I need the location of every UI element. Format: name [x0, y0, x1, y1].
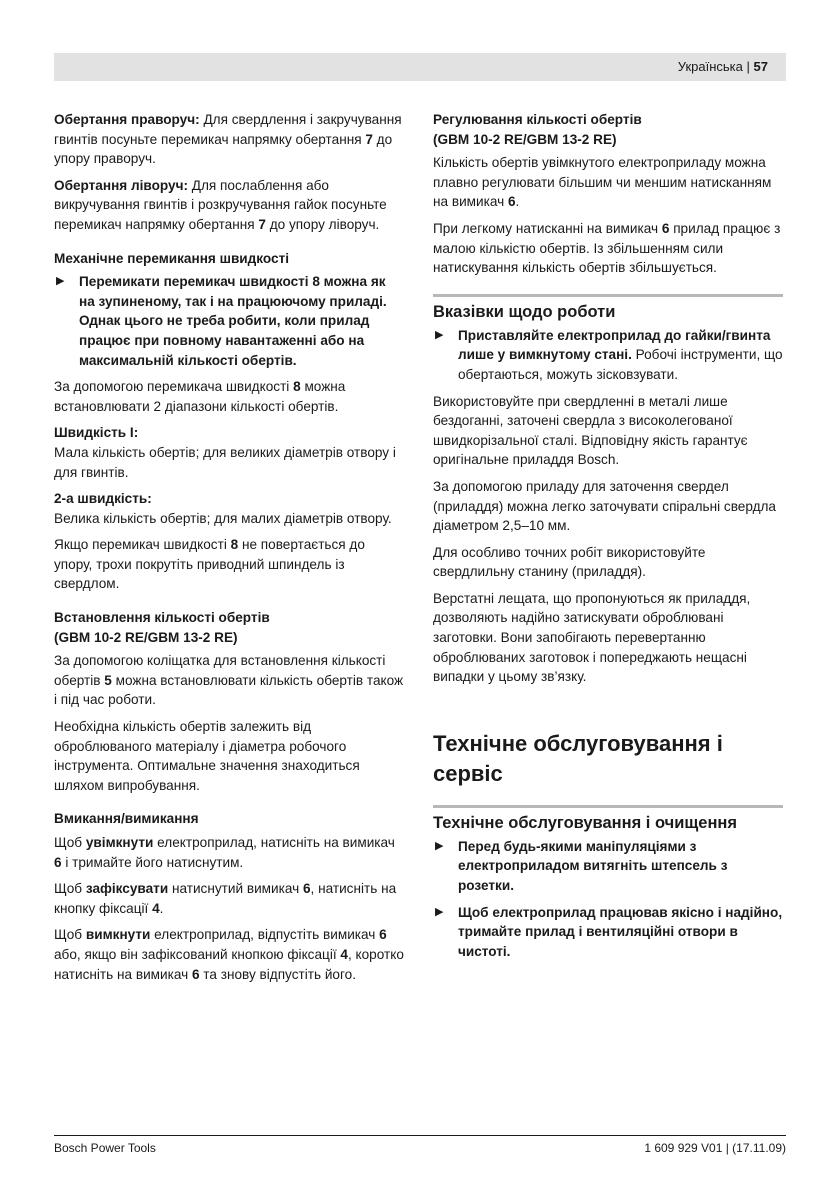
text: За допомогою перемикача швидкості — [54, 379, 294, 395]
text: електроприлад, натисніть на вимикач — [153, 835, 395, 850]
speed-2-heading: 2-а швидкість: — [54, 491, 152, 507]
ref-number: 8 — [230, 537, 239, 553]
right-column — [433, 110, 783, 968]
footer-rule — [54, 1135, 786, 1136]
paragraph-sharpening: За допомогою приладу для заточення свердел (приладдя) можна легко заточувати спіральні свердла діаметром 2,5–10 мм. — [433, 478, 776, 534]
speed-1-heading: Швидкість I: — [54, 425, 139, 441]
bullet-text: Робочі інструменти, що обертаються, можуть зісковзувати. — [458, 347, 783, 382]
paragraph-set-speed-wheel — [54, 651, 404, 710]
section-working-advice — [433, 294, 783, 687]
paragraph-vise: Верстатні лещата, що пропонуються як приладдя, дозволяють надійно затискувати оброблювані заготовки. Вони запобігають перевертанню оброблюваних заготовок і попереджають нещасні випадки у цьому зв’язку. — [433, 590, 751, 685]
paragraph-light-press — [433, 219, 783, 278]
emphasis: увімкнути — [85, 835, 154, 850]
paragraph-speed-regulation — [433, 153, 783, 212]
text: , натисніть на кнопку фіксації — [54, 881, 397, 916]
bullet-triangle-icon: ▶ — [56, 275, 65, 288]
bullet-mechanical-switch — [54, 272, 404, 370]
paragraph-switch-stuck — [54, 535, 404, 594]
text: При легкому натисканні на вимикач — [433, 220, 662, 236]
text: . — [515, 194, 520, 210]
text: Для послаблення або викручування гвинтів і розкручування гайок посуньте перемикач напрямку обертання — [54, 177, 387, 232]
page-header — [54, 53, 786, 81]
footer-doc-number: 1 609 929 V01 | (17.11.09) — [644, 1141, 786, 1155]
emphasis: вимкнути — [85, 927, 151, 943]
subheading-line: Регулювання кількості обертів — [433, 112, 642, 127]
paragraph-speed-ranges — [54, 377, 404, 416]
text: , коротко натисніть на вимикач — [54, 946, 404, 982]
text: натиснутий вимикач — [168, 881, 303, 897]
paragraph-rotation-right — [54, 110, 404, 169]
ref-number: 6 — [379, 927, 387, 943]
paragraph-switch-off — [54, 925, 404, 984]
header-language: Українська — [677, 59, 743, 74]
ref-number: 5 — [104, 672, 112, 688]
bullet-triangle-icon: ▶ — [435, 328, 444, 341]
text: і тримайте його натиснутим. — [61, 854, 244, 870]
subheading-line: Встановлення кількості обертів — [54, 610, 270, 626]
bullet-apply-when-off — [433, 326, 783, 385]
chapter-title-line: сервіс — [433, 760, 503, 786]
bullet-triangle-icon: ▶ — [435, 839, 444, 852]
paragraph-required-speed: Необхідна кількість обертів залежить від оброблюваного матеріалу і діаметра робочого інструмента. Оптимальне значення знаходиться шляхом випробування. — [54, 719, 360, 793]
text: електроприлад, відпустіть вимикач — [150, 927, 380, 943]
text: Якщо перемикач швидкості — [54, 537, 231, 553]
paragraph-lock-on — [54, 879, 404, 918]
paragraph-drill-bits: Використовуйте при свердленні в металі лише бездоганні, заточені свердла з високолегованої швидкорізальної сталі. Відповідну якість гарантує оригінальне приладдя Bosch. — [433, 393, 748, 468]
paragraph-drill-stand: Для особливо точних робіт використовуйте свердлильну станину (приладдя). — [433, 544, 706, 580]
text: можна встановлювати кількість обертів також і під час роботи. — [54, 672, 404, 708]
rotation-right-lead: Обертання праворуч: — [54, 112, 200, 127]
text: та знову відпустіть його. — [199, 966, 356, 982]
text: За допомогою коліщатка для встановлення кількості обертів — [54, 653, 386, 688]
speed-1-text: Мала кількість обертів; для великих діаметрів отвору і для гвинтів. — [54, 444, 396, 480]
text: до упору ліворуч. — [265, 216, 380, 232]
footer-brand: Bosch Power Tools — [54, 1141, 156, 1155]
chapter-title-maintenance-service — [433, 729, 783, 789]
text: Щоб — [54, 835, 86, 850]
bullet-text-bold: Приставляйте електроприлад до гайки/гвинта лише у вимкнутому стані. — [458, 327, 771, 363]
subheading-on-off: Вмикання/вимикання — [54, 811, 199, 827]
ref-number: 7 — [258, 216, 266, 232]
bullet-triangle-icon: ▶ — [435, 905, 444, 918]
subheading-speed-regulation — [433, 110, 783, 149]
chapter-title-line: Технічне обслуговування і — [433, 730, 723, 756]
section-maintenance-cleaning — [433, 805, 783, 962]
left-column — [54, 110, 404, 991]
ref-number: 6 — [191, 966, 200, 982]
subheading-models: (GBM 10-2 RE/GBM 13-2 RE) — [54, 629, 238, 645]
paragraph-switch-on — [54, 833, 404, 872]
header-separator: | — [746, 59, 750, 74]
ref-number: 4 — [152, 900, 160, 916]
bullet-keep-clean — [433, 903, 783, 962]
text: або, якщо він зафіксований кнопкою фіксації — [54, 946, 341, 962]
section-title-working-advice: Вказівки щодо роботи — [433, 302, 616, 321]
rotation-left-lead: Обертання ліворуч: — [54, 177, 188, 193]
text: Для свердлення і закручування гвинтів посуньте перемикач напрямку обертання — [54, 112, 402, 147]
text: прилад працює з малою кількістю обертів. Із збільшенням сили натискування кількість обертів збільшується. — [433, 220, 781, 276]
ref-number: 6 — [661, 220, 670, 236]
paragraph-rotation-left — [54, 176, 404, 235]
ref-number: 4 — [340, 946, 348, 962]
bullet-text: Перемикати перемикач швидкості 8 можна як на зупиненому, так і на працюючому приладі. Однак цього не треба робити, коли прилад працює при повному навантаженні або на максимальній кількості обертів. — [79, 274, 387, 368]
ref-number: 6 — [54, 854, 62, 870]
text: до упору праворуч. — [54, 131, 393, 167]
section-title-maintenance-cleaning: Технічне обслуговування і очищення — [433, 813, 738, 832]
bullet-unplug — [433, 837, 783, 896]
text: можна встановлювати 2 діапазони кількості обертів. — [54, 379, 346, 414]
bullet-text: Щоб електроприлад працював якісно і надійно, тримайте прилад і вентиляційні отвори в чистоті. — [458, 904, 783, 959]
subheading-mechanical-switch: Механічне перемикання швидкості — [54, 250, 290, 266]
ref-number: 7 — [365, 131, 373, 147]
subheading-set-speed — [54, 608, 404, 647]
text: Щоб — [54, 881, 86, 897]
header-label — [678, 59, 768, 74]
emphasis: зафіксувати — [85, 881, 169, 897]
bullet-text: Перед будь-якими маніпуляціями з електроприладом витягніть штепсель з розетки. — [458, 838, 728, 894]
text: Щоб — [54, 927, 86, 943]
ref-number: 6 — [507, 194, 516, 210]
subheading-models: (GBM 10-2 RE/GBM 13-2 RE) — [433, 131, 617, 147]
ref-number: 6 — [302, 881, 311, 897]
speed-2-text: Велика кількість обертів; для малих діаметрів отвору. — [54, 510, 392, 526]
ref-number: 8 — [293, 379, 301, 395]
text: Кількість обертів увімкнутого електроприладу можна плавно регулювати більшим чи меншим натисканням на вимикач — [433, 155, 772, 210]
text: . — [159, 900, 164, 916]
page-number: 57 — [753, 59, 768, 74]
text: не повертається до упору, трохи покрутіть приводний шпиндель із свердлом. — [54, 537, 365, 592]
